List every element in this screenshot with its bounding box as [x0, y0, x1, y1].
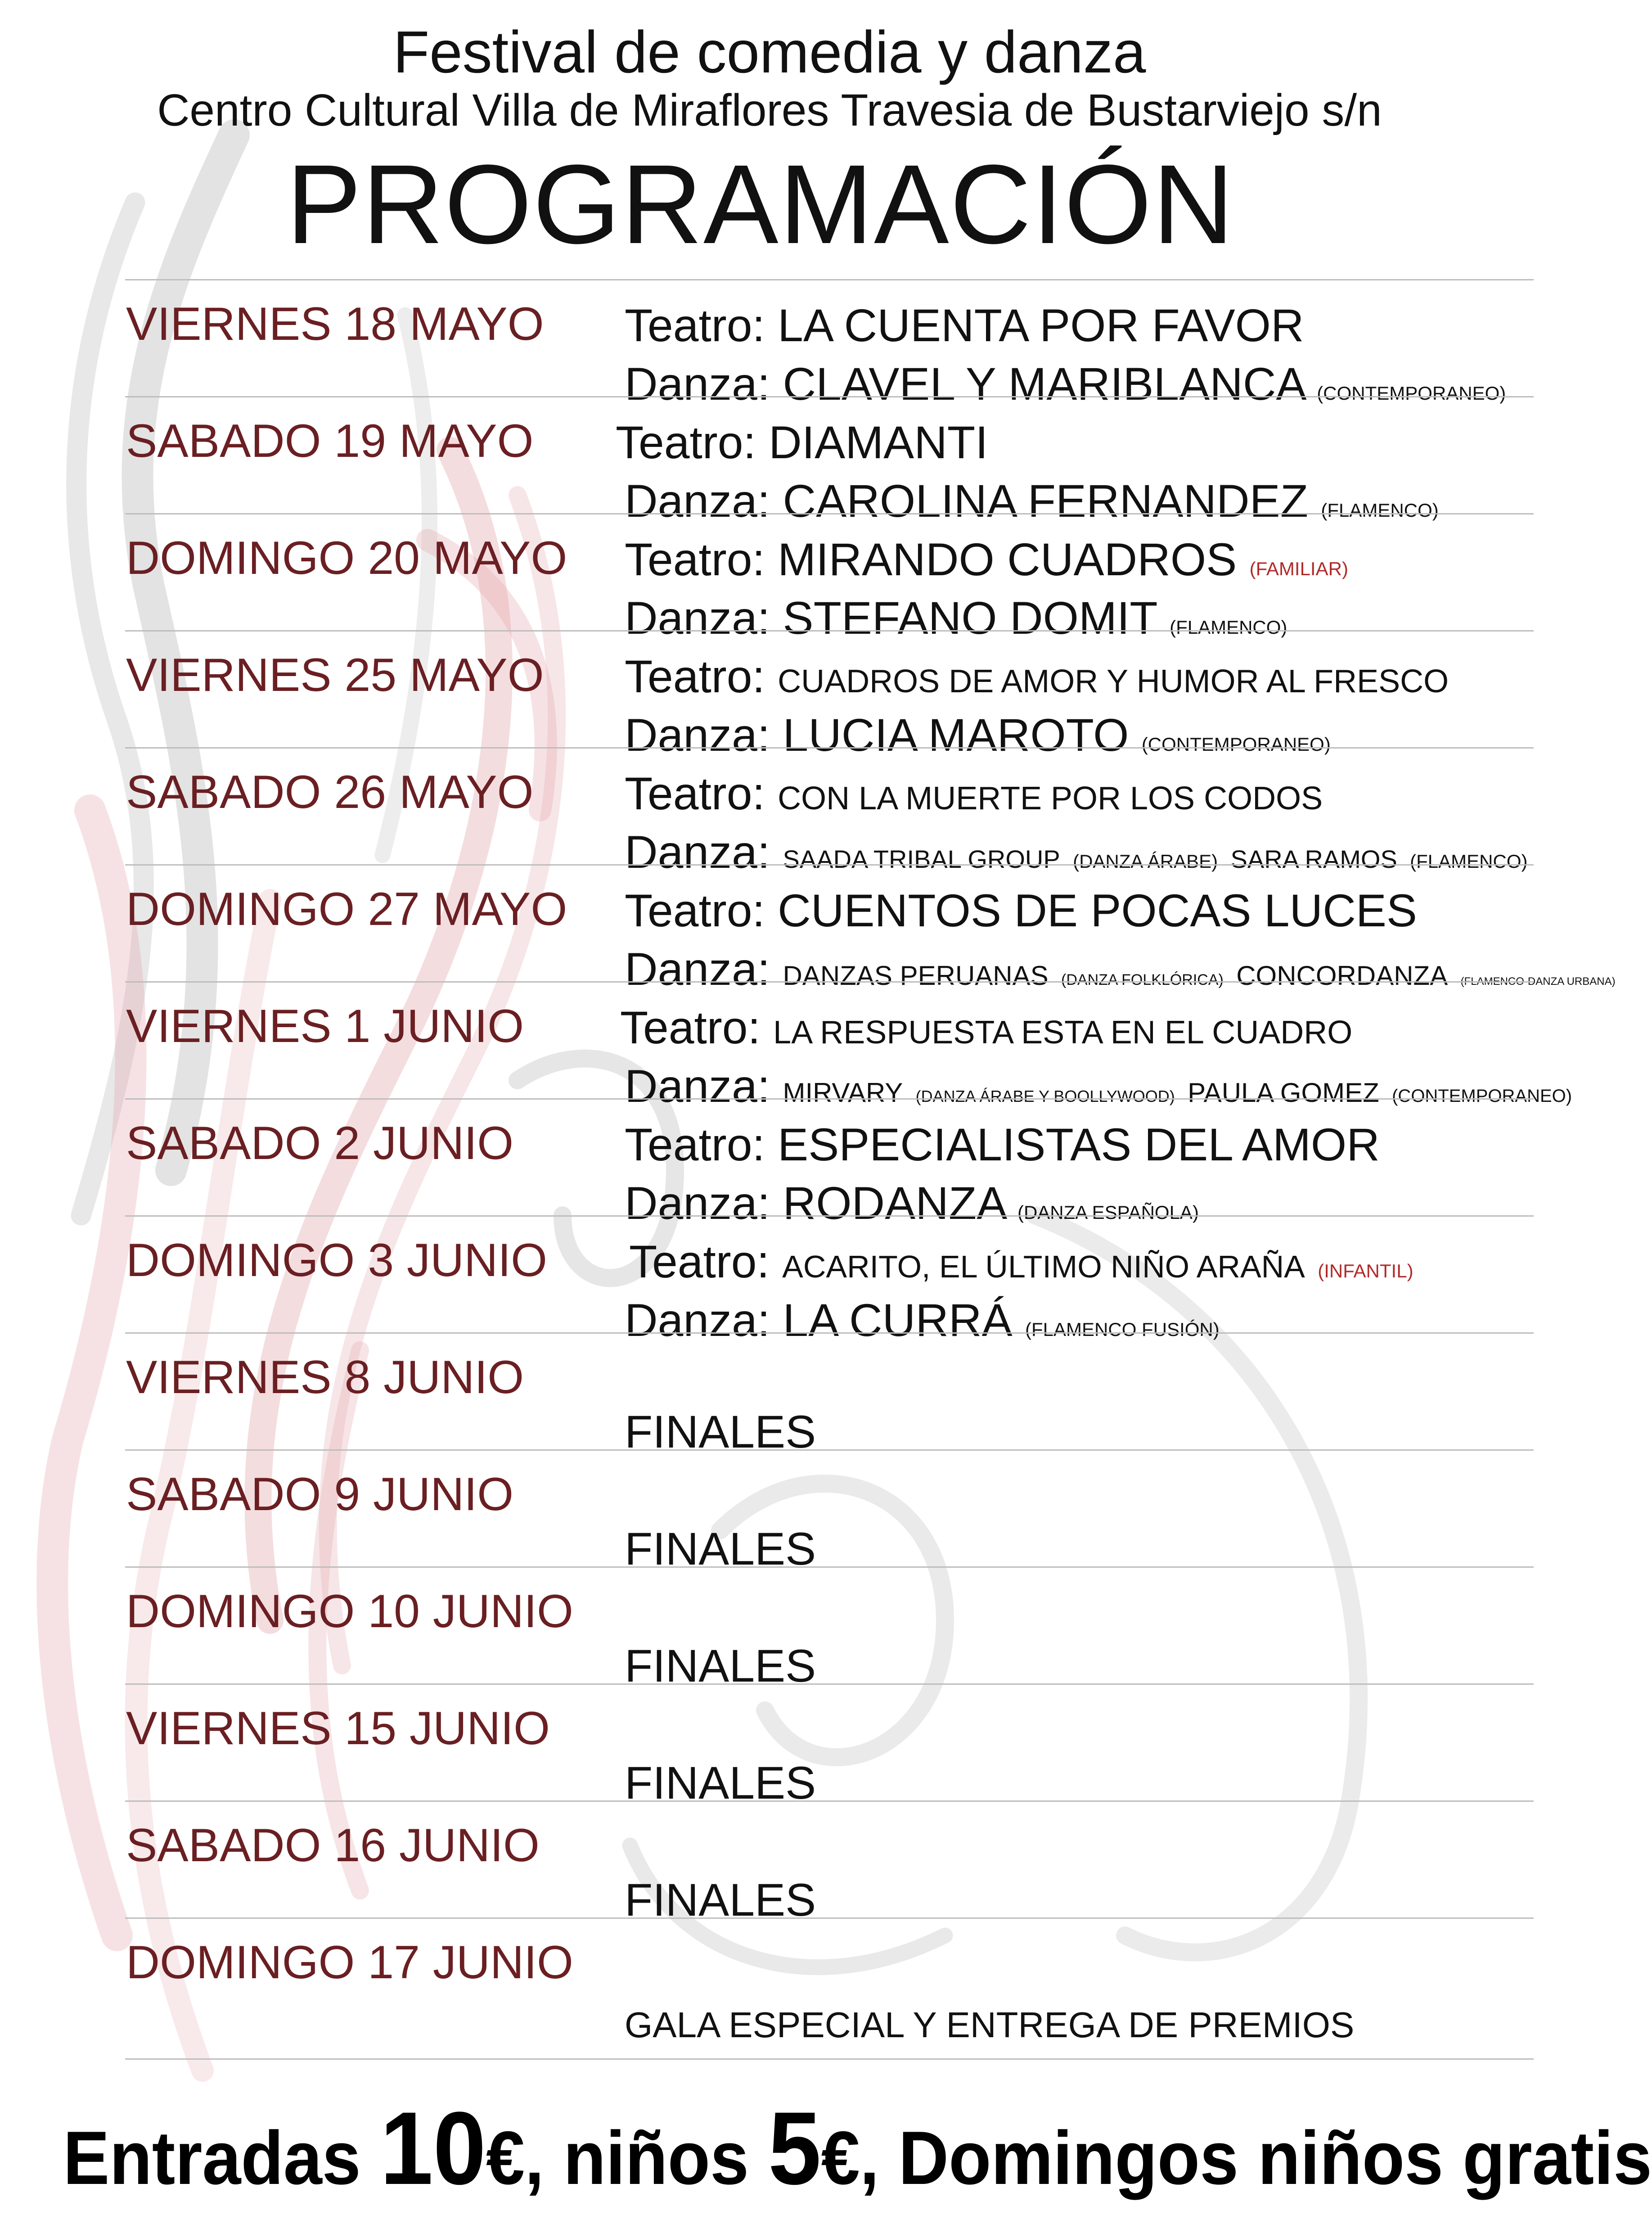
danza-title: SAADA TRIBAL GROUP [783, 845, 1060, 873]
programacion-heading: PROGRAMACIÓN [286, 141, 1235, 267]
finales-label: FINALES [625, 1757, 816, 1809]
genre-tag: (FLAMENCO) [1410, 851, 1528, 872]
teatro-title: ACARITO, EL ÚLTIMO NIÑO ARAÑA [782, 1249, 1305, 1284]
teatro-line: Teatro: CUADROS DE AMOR Y HUMOR AL FRESCO [625, 651, 1449, 702]
danza-line: Danza: CLAVEL Y MARIBLANCA (CONTEMPORANEO) [625, 358, 1506, 410]
event-date: DOMINGO 10 JUNIO [126, 1585, 573, 1638]
event-date: DOMINGO 20 MAYO [126, 532, 567, 584]
genre-tag: (FLAMENCO) [1170, 617, 1287, 638]
genre-tag: (INFANTIL) [1318, 1260, 1413, 1281]
genre-tag: (FLAMENCO) [1321, 500, 1439, 521]
schedule-row [125, 981, 1572, 1112]
danza-title-2: CONCORDANZA [1236, 961, 1448, 991]
danza-title: STEFANO DOMIT [783, 592, 1157, 644]
event-date: SABADO 9 JUNIO [126, 1468, 514, 1520]
genre-tag: (CONTEMPORANEO) [1392, 1086, 1572, 1106]
venue-subtitle: Centro Cultural Villa de Miraflores Travesia de Bustarviejo s/n [157, 85, 1382, 135]
teatro-line: Teatro: CON LA MUERTE POR LOS CODOS [625, 768, 1323, 819]
event-date: SABADO 26 MAYO [126, 766, 534, 818]
teatro-line: Teatro: ACARITO, EL ÚLTIMO NIÑO ARAÑA (INFANTIL) [629, 1236, 1413, 1287]
danza-title: MIRVARY [783, 1078, 903, 1108]
danza-line: Danza: DANZAS PERUANAS (DANZA FOLKLÓRICA) CONCORDANZA (FLAMENCO-DANZA URBANA) [625, 943, 1616, 995]
teatro-line: Teatro: ESPECIALISTAS DEL AMOR [625, 1119, 1380, 1170]
genre-tag: (FLAMENCO-DANZA URBANA) [1460, 975, 1616, 988]
schedule-row [125, 1917, 1534, 2060]
genre-tag: (DANZA ÁRABE Y BOOLLYWOOD) [915, 1087, 1175, 1105]
genre-tag: (CONTEMPORANEO) [1141, 734, 1331, 755]
teatro-title: ESPECIALISTAS DEL AMOR [778, 1119, 1380, 1170]
teatro-line: Teatro: DIAMANTI [616, 417, 988, 468]
danza-line: Danza: CAROLINA FERNANDEZ (FLAMENCO) [625, 475, 1439, 527]
finales-label: FINALES [625, 1640, 816, 1692]
teatro-line: Teatro: LA RESPUESTA ESTA EN EL CUADRO [620, 1002, 1353, 1053]
event-date: VIERNES 15 JUNIO [126, 1702, 550, 1755]
teatro-title: MIRANDO CUADROS [778, 534, 1237, 585]
child-price: 5 [768, 2090, 821, 2206]
schedule-row [125, 1800, 1534, 1926]
event-date: VIERNES 25 MAYO [126, 649, 544, 701]
danza-title: CAROLINA FERNANDEZ [783, 475, 1309, 527]
ticket-prices: Entradas 10€, niños 5€, Domingos niños gratis [63, 2090, 1652, 2206]
danza-line: Danza: LA CURRÁ (FLAMENCO FUSIÓN) [625, 1295, 1220, 1346]
event-date: SABADO 2 JUNIO [126, 1117, 514, 1169]
event-date: DOMINGO 17 JUNIO [126, 1936, 573, 1989]
schedule-row [125, 1332, 1534, 1457]
danza-line: Danza: MIRVARY (DANZA ÁRABE Y BOOLLYWOOD) PAULA GOMEZ (CONTEMPORANEO) [625, 1060, 1572, 1112]
schedule-row [125, 396, 1534, 527]
genre-tag: (DANZA ESPAÑOLA) [1017, 1202, 1199, 1223]
danza-title: LA CURRÁ [783, 1295, 1013, 1346]
schedule-row [125, 1215, 1534, 1346]
danza-title: CLAVEL Y MARIBLANCA [783, 358, 1304, 410]
event-date: DOMINGO 3 JUNIO [126, 1234, 548, 1286]
finales-label: FINALES [625, 1874, 816, 1926]
finales-label: FINALES [625, 1406, 816, 1457]
genre-tag: (FLAMENCO FUSIÓN) [1025, 1319, 1220, 1340]
schedule-row [125, 1566, 1534, 1692]
teatro-title: LA CUENTA POR FAVOR [778, 300, 1304, 351]
schedule-row [125, 1449, 1534, 1574]
danza-title-2: PAULA GOMEZ [1188, 1078, 1379, 1108]
event-date: SABADO 16 JUNIO [126, 1819, 540, 1872]
schedule-row [125, 279, 1534, 410]
teatro-title: CUENTOS DE POCAS LUCES [778, 885, 1417, 936]
teatro-title: CUADROS DE AMOR Y HUMOR AL FRESCO [778, 663, 1449, 699]
finales-label: FINALES [625, 1523, 816, 1574]
schedule-row [125, 630, 1534, 761]
teatro-line: Teatro: CUENTOS DE POCAS LUCES [625, 885, 1417, 936]
danza-line: Danza: STEFANO DOMIT (FLAMENCO) [625, 592, 1287, 644]
teatro-title: CON LA MUERTE POR LOS CODOS [778, 780, 1323, 817]
schedule-row [125, 1683, 1534, 1809]
schedule-row [125, 864, 1616, 995]
genre-tag: (FAMILIAR) [1249, 558, 1348, 579]
danza-title: LUCIA MAROTO [783, 709, 1129, 761]
genre-tag: (DANZA ÁRABE) [1073, 851, 1218, 872]
event-date: SABADO 19 MAYO [126, 415, 534, 467]
danza-line: Danza: SAADA TRIBAL GROUP (DANZA ÁRABE) SARA RAMOS (FLAMENCO) [625, 826, 1528, 878]
teatro-line: Teatro: MIRANDO CUADROS (FAMILIAR) [625, 534, 1348, 585]
adult-price: 10 [380, 2090, 486, 2206]
schedule-row [125, 513, 1534, 644]
schedule-row [125, 747, 1534, 878]
danza-title: DANZAS PERUANAS [783, 961, 1049, 991]
festival-title: Festival de comedia y danza [393, 19, 1146, 85]
teatro-title: DIAMANTI [769, 417, 988, 468]
event-date: DOMINGO 27 MAYO [126, 883, 567, 935]
danza-line: Danza: LUCIA MAROTO (CONTEMPORANEO) [625, 709, 1331, 761]
genre-tag: (CONTEMPORANEO) [1317, 383, 1506, 404]
teatro-line: Teatro: LA CUENTA POR FAVOR [625, 300, 1304, 351]
genre-tag: (DANZA FOLKLÓRICA) [1061, 971, 1224, 988]
teatro-title: LA RESPUESTA ESTA EN EL CUADRO [773, 1015, 1353, 1051]
schedule-row [125, 1098, 1534, 1229]
danza-title: RODANZA [783, 1177, 1005, 1229]
danza-title-2: SARA RAMOS [1230, 845, 1397, 873]
event-date: VIERNES 18 MAYO [126, 298, 544, 350]
event-date: VIERNES 8 JUNIO [126, 1351, 524, 1403]
gala-label: GALA ESPECIAL Y ENTREGA DE PREMIOS [625, 2005, 1355, 2045]
event-date: VIERNES 1 JUNIO [126, 1000, 524, 1052]
danza-line: Danza: RODANZA (DANZA ESPAÑOLA) [625, 1177, 1199, 1229]
